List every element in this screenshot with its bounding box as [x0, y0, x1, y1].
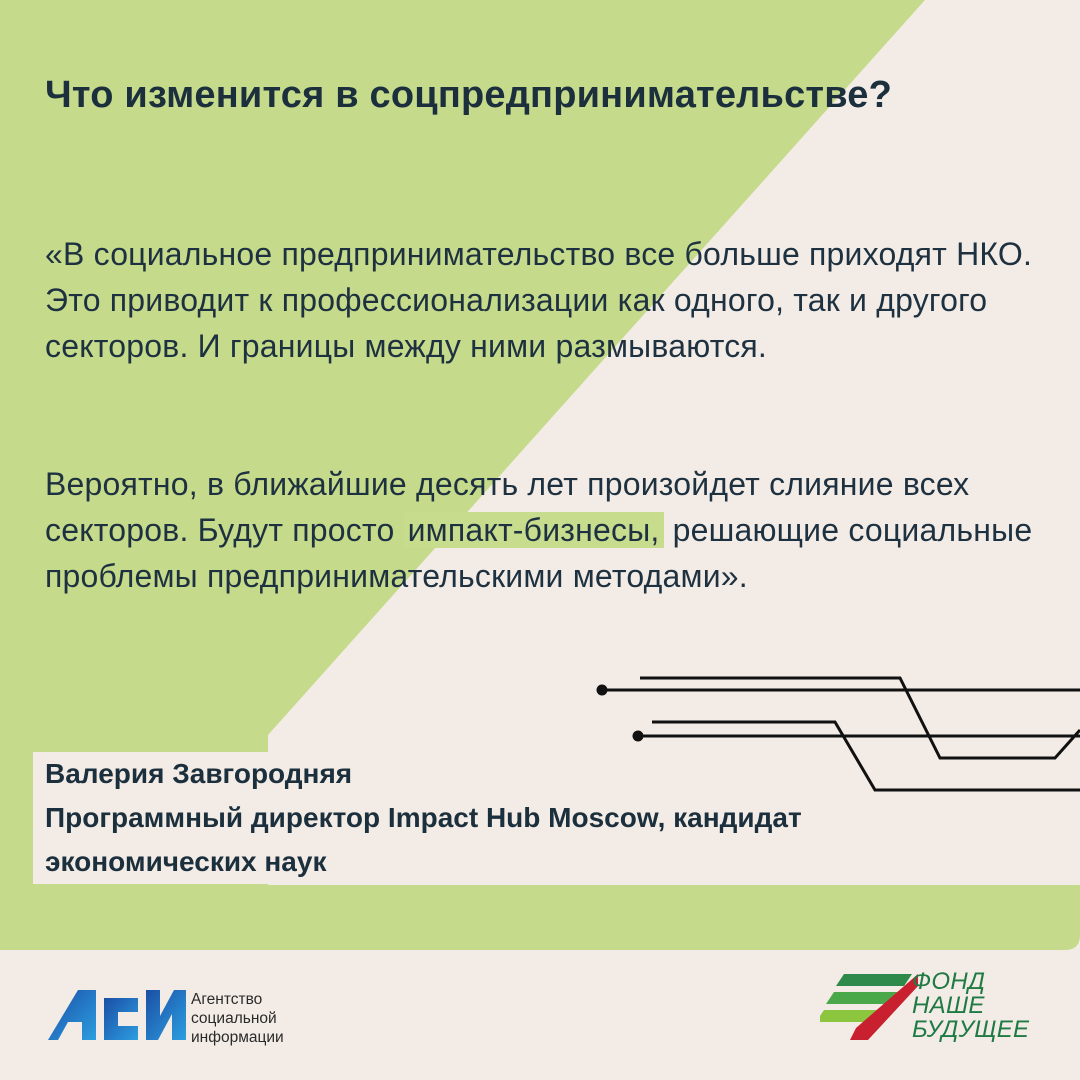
fond-logo-icon [820, 970, 918, 1050]
quote-paragraph-2 [45, 461, 1055, 599]
author-role-cont: экономических наук [33, 840, 338, 884]
fond-logo-text: ФОНД НАШЕ БУДУЩЕЕ [912, 968, 1030, 1043]
quote-text: решающие социальные проблемы предпринимательскими методами». [45, 512, 1033, 594]
author-role: Программный директор Impact Hub Moscow, кандидат [33, 796, 814, 840]
quote-text: Вероятно, в ближайшие десять лет произойдет слияние всех секторов. Будут просто [45, 466, 970, 548]
page-title: Что изменится в соцпредпринимательстве? [45, 74, 893, 116]
author-block [33, 752, 814, 884]
quote-paragraph-1: «В социальное предпринимательство все больше приходят НКО. Это приводит к профессионализации как одного, так и другого секторов. И границы между ними размываются. [45, 236, 1033, 364]
highlighted-term: импакт-бизнесы, [404, 512, 664, 548]
author-name: Валерия Завгородняя [33, 752, 364, 796]
asi-logo-icon [48, 990, 186, 1042]
asi-logo-text: Агентство социальной информации [191, 991, 284, 1046]
